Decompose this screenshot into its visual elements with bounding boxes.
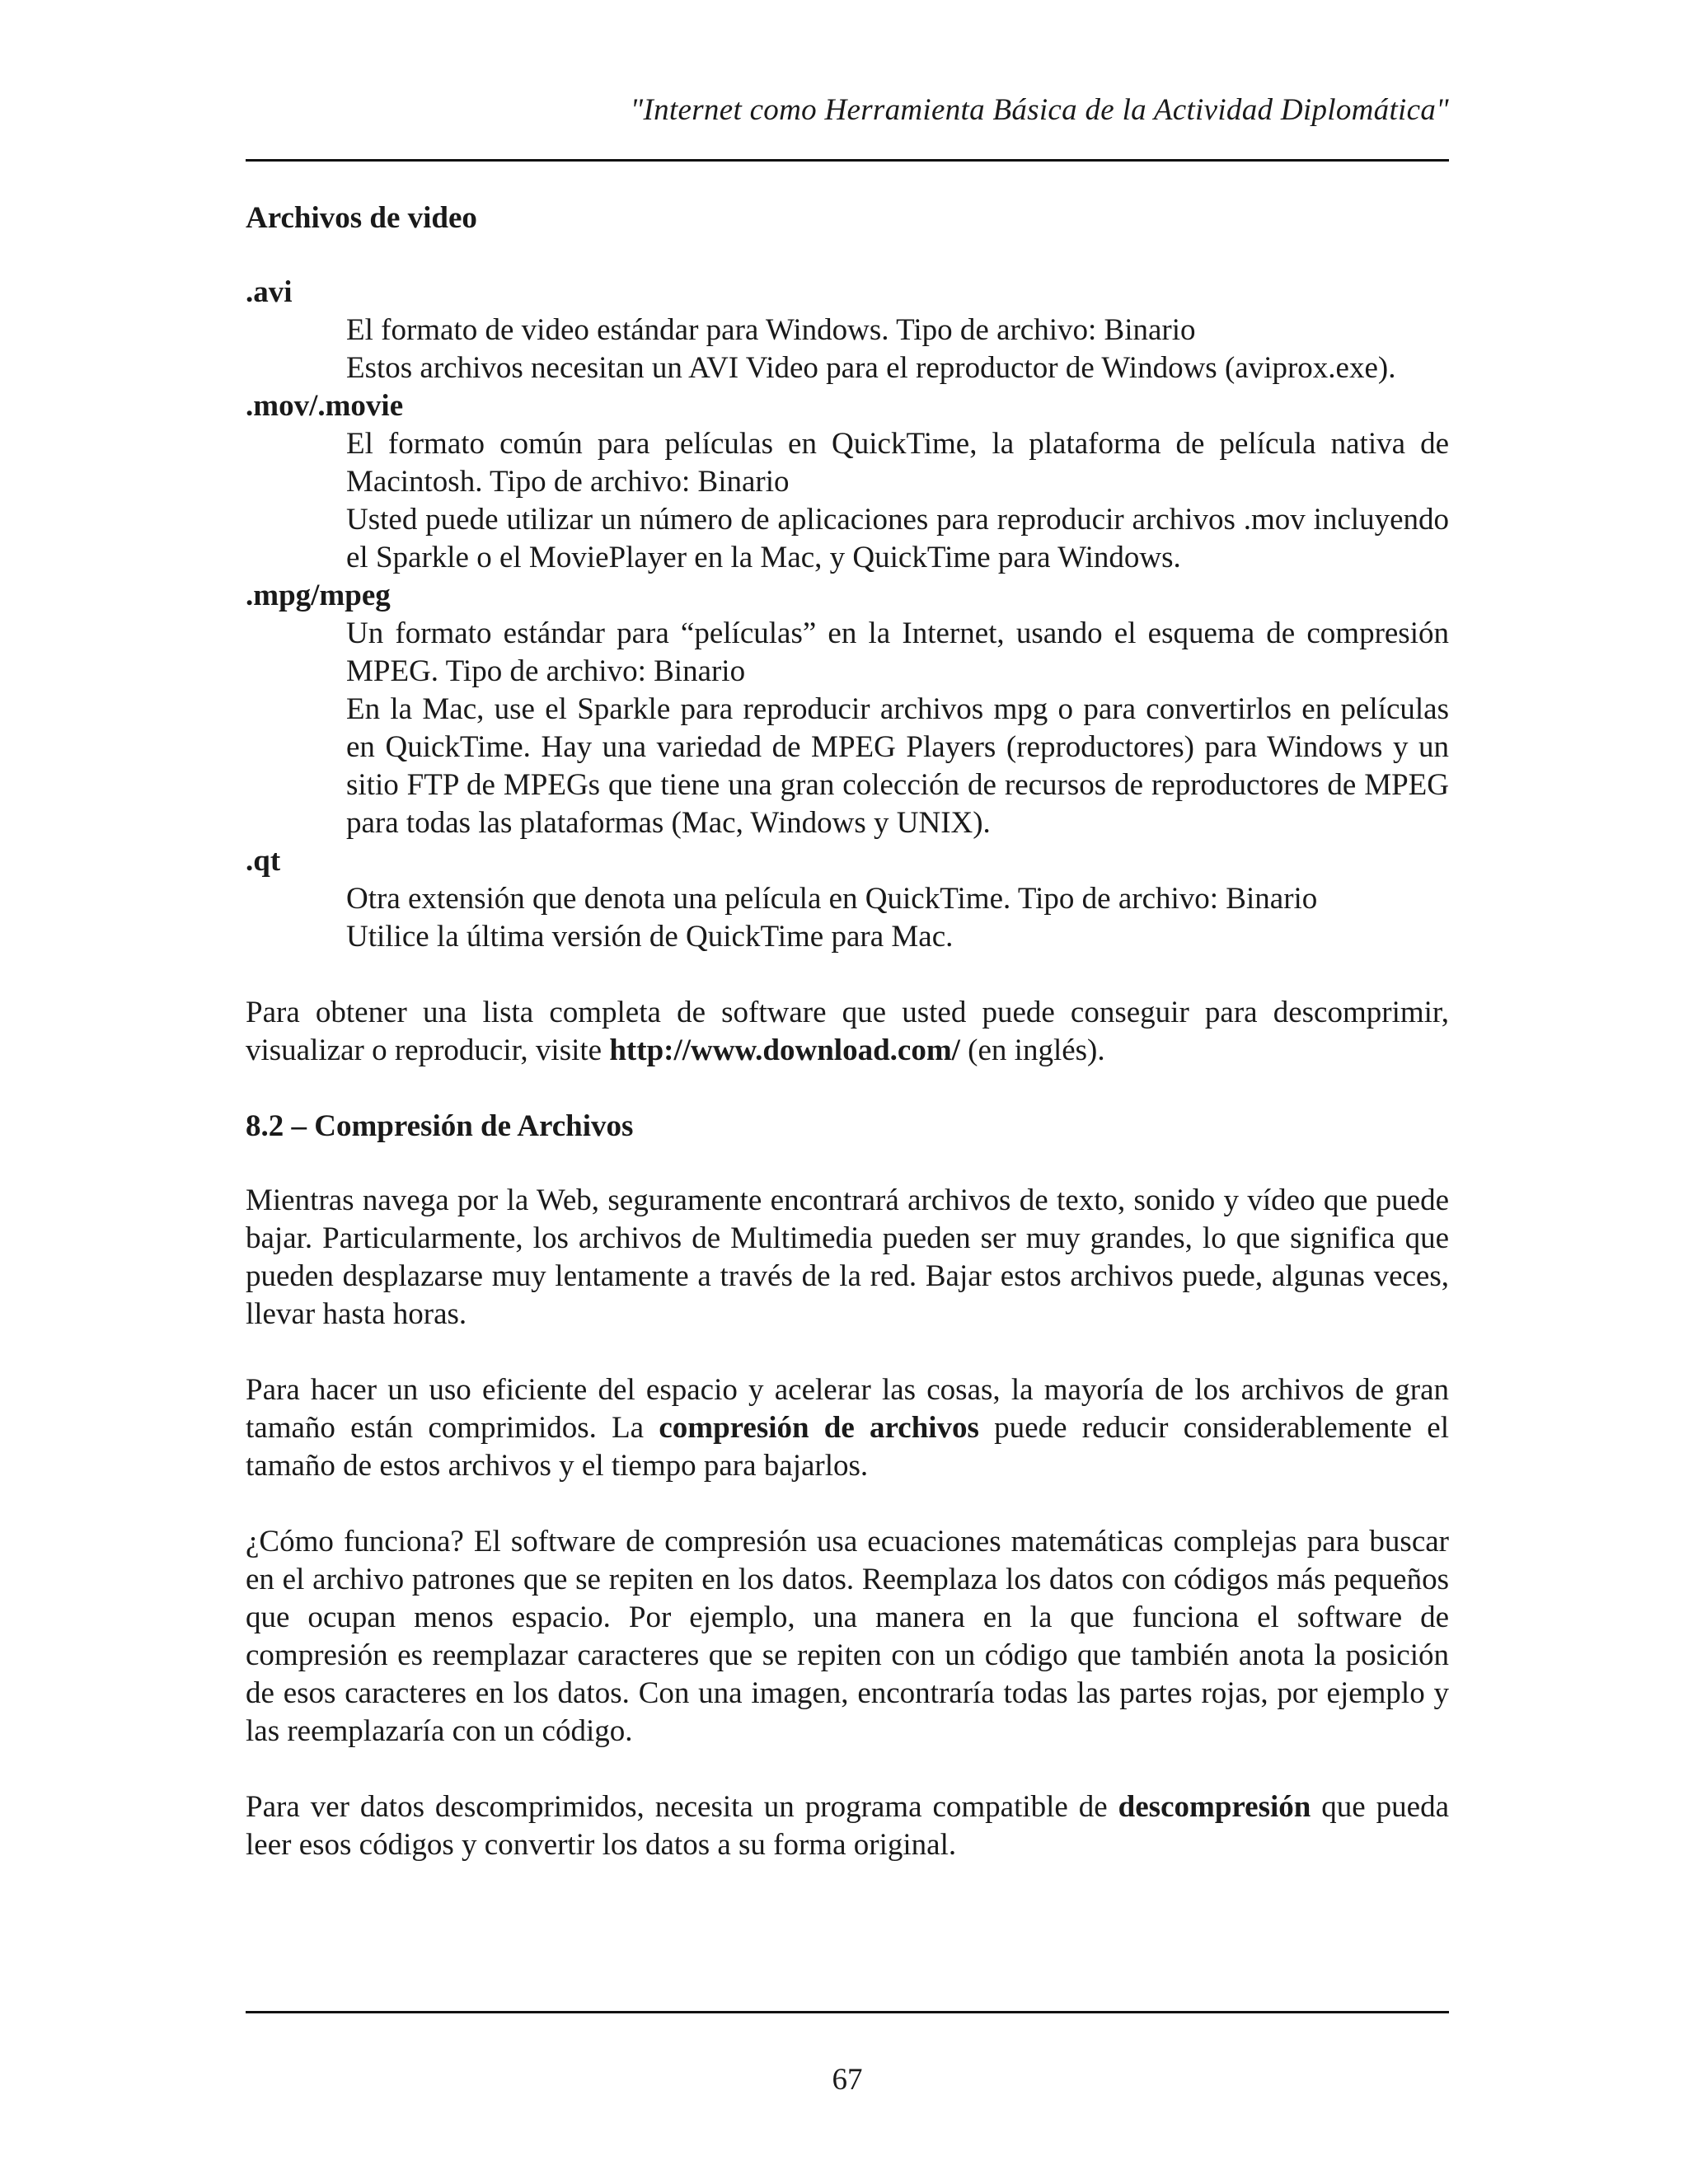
ext-heading-qt: .qt — [246, 844, 281, 878]
spacer — [246, 1750, 1449, 1788]
compression-paragraph-2 — [246, 1371, 1449, 1485]
ext-desc-mpg-2: En la Mac, use el Sparkle para reproducir archivos mpg o para convertirlos en películas en QuickTime. Hay una variedad de MPEG Players (reproductores) para Windows y un sitio FTP de MPEGs que tiene una gran colección de recursos de reproductores de MPEG para todas las plataformas (Mac, Windows y UNIX). — [346, 692, 1449, 840]
ext-desc-mov-1: El formato común para películas en QuickTime, la plataforma de película nativa de Macintosh. Tipo de archivo: Binario — [346, 427, 1449, 499]
ext-heading-avi: .avi — [246, 275, 293, 309]
running-header: "Internet como Herramienta Básica de la Actividad Diplomática" — [630, 93, 1449, 127]
para4-bold-term: descompresión — [1118, 1790, 1311, 1824]
document-page — [246, 0, 1449, 2184]
para2-bold-term: compresión de archivos — [659, 1411, 979, 1445]
ext-desc-mpg-1: Un formato estándar para “películas” en la Internet, usando el esquema de compresión MPEG. Tipo de archivo: Binario — [346, 616, 1449, 688]
para2-text: Para hacer un uso eficiente del espacio y acelerar las cosas, la mayoría de los archivos de gran tamaño están comprimidos. La — [246, 1373, 1449, 1445]
spacer — [246, 1485, 1449, 1523]
page-number: 67 — [832, 2063, 863, 2097]
para4-text: Para ver datos descomprimidos, necesita un programa compatible de — [246, 1790, 1118, 1824]
ext-heading-mov: .mov/.movie — [246, 389, 404, 423]
ext-desc-qt-2: Utilice la última versión de QuickTime para Mac. — [346, 920, 954, 954]
ext-desc-mov-2: Usted puede utilizar un número de aplicaciones para reproducir archivos .mov incluyendo el Sparkle o el MoviePlayer en la Mac, y QuickTime para Windows. — [346, 503, 1449, 574]
ext-desc-avi-1: El formato de video estándar para Windows. Tipo de archivo: Binario — [346, 313, 1196, 347]
header-rule — [246, 159, 1449, 162]
spacer — [246, 956, 1449, 994]
compression-paragraph-3: ¿Cómo funciona? El software de compresión usa ecuaciones matemáticas complejas para buscar en el archivo patrones que se repiten en los datos. Reemplaza los datos con códigos más pequeños que ocupan menos espacio. Por ejemplo, una manera en la que funciona el software de compresión es reemplazar caracteres que se repiten con un código que también anota la posición de esos caracteres en los datos. Con una imagen, encontraría todas las partes rojas, por ejemplo y las reemplazaría con un código. — [246, 1525, 1449, 1748]
ext-desc-qt-1: Otra extensión que denota una película en QuickTime. Tipo de archivo: Binario — [346, 882, 1318, 916]
ext-heading-mpg: .mpg/mpeg — [246, 579, 391, 612]
software-note-text: Para obtener una lista completa de software que usted puede conseguir para descomprimir, visualizar o reproducir, visite — [246, 996, 1449, 1067]
spacer — [246, 1333, 1449, 1371]
download-link[interactable]: http://www.download.com/ — [609, 1033, 960, 1067]
section-title-compression: 8.2 – Compresión de Archivos — [246, 1109, 634, 1143]
para2-text-end: puede reducir considerablemente el tamaño de estos archivos y el tiempo para bajarlos. — [246, 1411, 1450, 1483]
section-title-video: Archivos de video — [246, 201, 477, 235]
compression-paragraph-4 — [246, 1788, 1449, 1864]
ext-desc-avi-2: Estos archivos necesitan un AVI Video para el reproductor de Windows (aviprox.exe). — [346, 351, 1396, 385]
spacer — [246, 1070, 1449, 1108]
footer-rule — [246, 2011, 1449, 2013]
software-note-text-end: (en inglés). — [959, 1033, 1105, 1067]
page-content — [246, 199, 1449, 1864]
software-note-paragraph — [246, 994, 1449, 1070]
compression-paragraph-1: Mientras navega por la Web, seguramente encontrará archivos de texto, sonido y vídeo que puede bajar. Particularmente, los archivos de Multimedia pueden ser muy grandes, lo que significa que pueden desplazarse muy lentamente a través de la red. Bajar estos archivos puede, algunas veces, llevar hasta horas. — [246, 1183, 1449, 1331]
para4-text-end: que pueda leer esos códigos y convertir los datos a su forma original. — [246, 1790, 1449, 1862]
